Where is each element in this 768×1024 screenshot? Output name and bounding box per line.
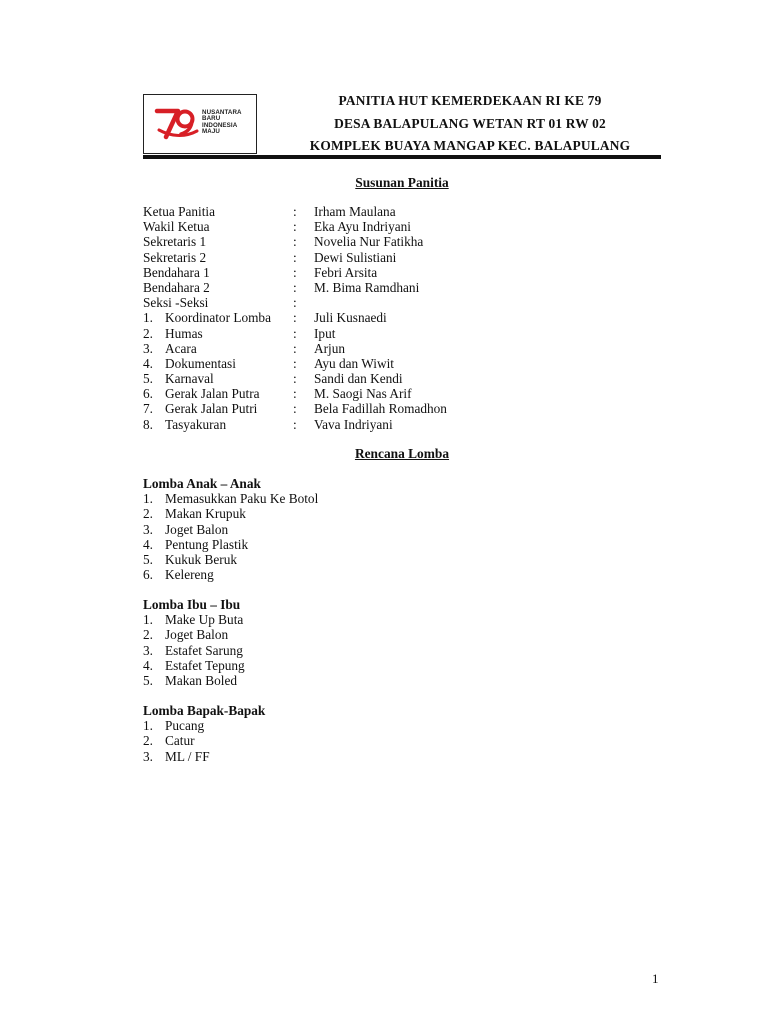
competition-group bbox=[143, 597, 663, 688]
committee-role: Bendahara 1 bbox=[143, 264, 210, 280]
separator-colon: : bbox=[293, 295, 297, 311]
committee-member-name: Arjun bbox=[314, 340, 346, 356]
competition-item bbox=[143, 673, 663, 688]
committee-member-name: Juli Kusnaedi bbox=[314, 310, 387, 326]
separator-colon: : bbox=[293, 204, 297, 219]
competition-item-number: 3. bbox=[143, 748, 153, 764]
competition-item bbox=[143, 733, 663, 748]
committee-row bbox=[143, 401, 663, 416]
competition-item-name: Make Up Buta bbox=[165, 612, 244, 628]
committee-row-number: 6. bbox=[143, 386, 153, 402]
committee-row bbox=[143, 310, 663, 325]
committee-role: Tasyakuran bbox=[165, 416, 227, 432]
committee-member-name: M. Bima Ramdhani bbox=[314, 279, 420, 295]
committee-list bbox=[143, 204, 663, 432]
committee-role: Dokumentasi bbox=[165, 355, 236, 371]
competition-group bbox=[143, 476, 663, 582]
competition-item bbox=[143, 552, 663, 567]
competition-item-name: Kukuk Beruk bbox=[165, 551, 238, 567]
separator-colon: : bbox=[293, 234, 297, 250]
committee-row-number: 8. bbox=[143, 416, 153, 432]
committee-row-number: 4. bbox=[143, 355, 153, 371]
competition-item-name: Pentung Plastik bbox=[165, 536, 249, 552]
committee-member-name: M. Saogi Nas Arif bbox=[314, 386, 412, 402]
separator-colon: : bbox=[293, 416, 297, 432]
competition-item-number: 4. bbox=[143, 657, 153, 673]
committee-row bbox=[143, 371, 663, 386]
competition-item bbox=[143, 506, 663, 521]
committee-row bbox=[143, 386, 663, 401]
committee-row-number: 7. bbox=[143, 401, 153, 417]
competition-item bbox=[143, 627, 663, 642]
competition-item-name: Memasukkan Paku Ke Botol bbox=[165, 491, 319, 507]
separator-colon: : bbox=[293, 264, 297, 280]
separator-colon: : bbox=[293, 249, 297, 265]
committee-role: Karnaval bbox=[165, 371, 214, 387]
competition-item-name: Catur bbox=[165, 733, 195, 749]
competition-item-name: Makan Boled bbox=[165, 672, 238, 688]
competition-group bbox=[143, 703, 663, 764]
committee-role: Sekretaris 1 bbox=[143, 234, 207, 250]
committee-role: Bendahara 2 bbox=[143, 279, 210, 295]
competition-item bbox=[143, 537, 663, 552]
letterhead-title: PANITIA HUT KEMERDEKAAN RI KE 79 bbox=[338, 93, 602, 108]
competition-item bbox=[143, 643, 663, 658]
committee-row bbox=[143, 341, 663, 356]
competition-item bbox=[143, 718, 663, 733]
competition-item-number: 4. bbox=[143, 536, 153, 552]
committee-role: Koordinator Lomba bbox=[165, 310, 271, 326]
committee-row bbox=[143, 295, 663, 310]
letterhead-logo bbox=[143, 94, 257, 154]
committee-role: Wakil Ketua bbox=[143, 219, 210, 235]
committee-member-name: Bela Fadillah Romadhon bbox=[314, 401, 447, 417]
competition-group-title: Lomba Ibu – Ibu bbox=[143, 597, 241, 612]
logo-text-line: NUSANTARA bbox=[202, 109, 242, 116]
committee-row bbox=[143, 265, 663, 280]
committee-member-name: Febri Arsita bbox=[314, 264, 378, 280]
committee-member-name: Irham Maulana bbox=[314, 204, 396, 219]
competition-item bbox=[143, 567, 663, 582]
logo-text-line: INDONESIA bbox=[202, 121, 238, 129]
committee-row bbox=[143, 280, 663, 295]
logo-text bbox=[202, 110, 242, 135]
committee-row bbox=[143, 219, 663, 234]
competition-item-name: Estafet Tepung bbox=[165, 657, 245, 673]
competition-item-number: 1. bbox=[143, 718, 153, 734]
committee-member-name: Sandi dan Kendi bbox=[314, 371, 403, 387]
committee-role: Gerak Jalan Putri bbox=[165, 401, 258, 417]
competition-item-number: 2. bbox=[143, 506, 153, 522]
competition-item-name: Joget Balon bbox=[165, 627, 229, 643]
separator-colon: : bbox=[293, 279, 297, 295]
letterhead-address-line: KOMPLEK BUAYA MANGAP KEC. BALAPULANG bbox=[309, 138, 631, 153]
competition-item-number: 2. bbox=[143, 733, 153, 749]
committee-role: Seksi -Seksi bbox=[143, 295, 209, 311]
separator-colon: : bbox=[293, 325, 297, 341]
competition-item-number: 1. bbox=[143, 612, 153, 628]
committee-heading: Susunan Panitia bbox=[355, 175, 449, 190]
separator-colon: : bbox=[293, 340, 297, 356]
competition-item-number: 5. bbox=[143, 672, 153, 688]
competition-item-number: 2. bbox=[143, 627, 153, 643]
competition-item-name: Pucang bbox=[165, 718, 205, 734]
separator-colon: : bbox=[293, 219, 297, 235]
competition-item-name: Makan Krupuk bbox=[165, 506, 246, 522]
logo-79-emblem bbox=[154, 107, 200, 141]
committee-role: Ketua Panitia bbox=[143, 204, 216, 219]
competition-item bbox=[143, 749, 663, 764]
competition-item bbox=[143, 612, 663, 627]
committee-member-name: Dewi Sulistiani bbox=[314, 249, 397, 265]
logo-text-line: MAJU bbox=[202, 127, 220, 135]
committee-role: Acara bbox=[165, 340, 197, 356]
competition-group-title: Lomba Bapak-Bapak bbox=[143, 703, 266, 718]
letterhead-address-line: DESA BALAPULANG WETAN RT 01 RW 02 bbox=[334, 116, 606, 131]
committee-row-number: 2. bbox=[143, 325, 153, 341]
committee-row bbox=[143, 417, 663, 432]
committee-row bbox=[143, 234, 663, 249]
separator-colon: : bbox=[293, 386, 297, 402]
committee-member-name: Novelia Nur Fatikha bbox=[314, 234, 424, 250]
committee-role: Gerak Jalan Putra bbox=[165, 386, 260, 402]
committee-row bbox=[143, 356, 663, 371]
committee-member-name: Ayu dan Wiwit bbox=[314, 355, 394, 371]
competition-item-name: Kelereng bbox=[165, 567, 214, 583]
committee-row-number: 1. bbox=[143, 310, 153, 326]
committee-row-number: 5. bbox=[143, 371, 153, 387]
competition-item-name: Joget Balon bbox=[165, 521, 229, 537]
separator-colon: : bbox=[293, 310, 297, 326]
committee-row bbox=[143, 204, 663, 219]
separator-colon: : bbox=[293, 401, 297, 417]
competition-item-number: 3. bbox=[143, 521, 153, 537]
competition-item bbox=[143, 491, 663, 506]
competition-item-name: ML / FF bbox=[165, 748, 210, 764]
committee-role: Sekretaris 2 bbox=[143, 249, 207, 265]
page-number: 1 bbox=[652, 971, 659, 986]
competition-item-number: 5. bbox=[143, 551, 153, 567]
competition-item-number: 3. bbox=[143, 642, 153, 658]
competition-item-name: Estafet Sarung bbox=[165, 642, 243, 658]
competition-item-number: 1. bbox=[143, 491, 153, 507]
competition-item bbox=[143, 522, 663, 537]
logo-text-line: BARU bbox=[202, 115, 221, 123]
committee-member-name: Vava Indriyani bbox=[314, 416, 393, 432]
committee-row bbox=[143, 250, 663, 265]
committee-member-name: Eka Ayu Indriyani bbox=[314, 219, 412, 235]
competition-item-number: 6. bbox=[143, 567, 153, 583]
committee-row-number: 3. bbox=[143, 340, 153, 356]
competition-plan-heading: Rencana Lomba bbox=[354, 446, 450, 461]
committee-row bbox=[143, 326, 663, 341]
committee-role: Humas bbox=[165, 325, 203, 341]
competition-item bbox=[143, 658, 663, 673]
separator-colon: : bbox=[293, 355, 297, 371]
letterhead-rule bbox=[143, 155, 661, 159]
committee-member-name: Iput bbox=[314, 325, 336, 341]
separator-colon: : bbox=[293, 371, 297, 387]
competition-group-title: Lomba Anak – Anak bbox=[143, 476, 261, 491]
